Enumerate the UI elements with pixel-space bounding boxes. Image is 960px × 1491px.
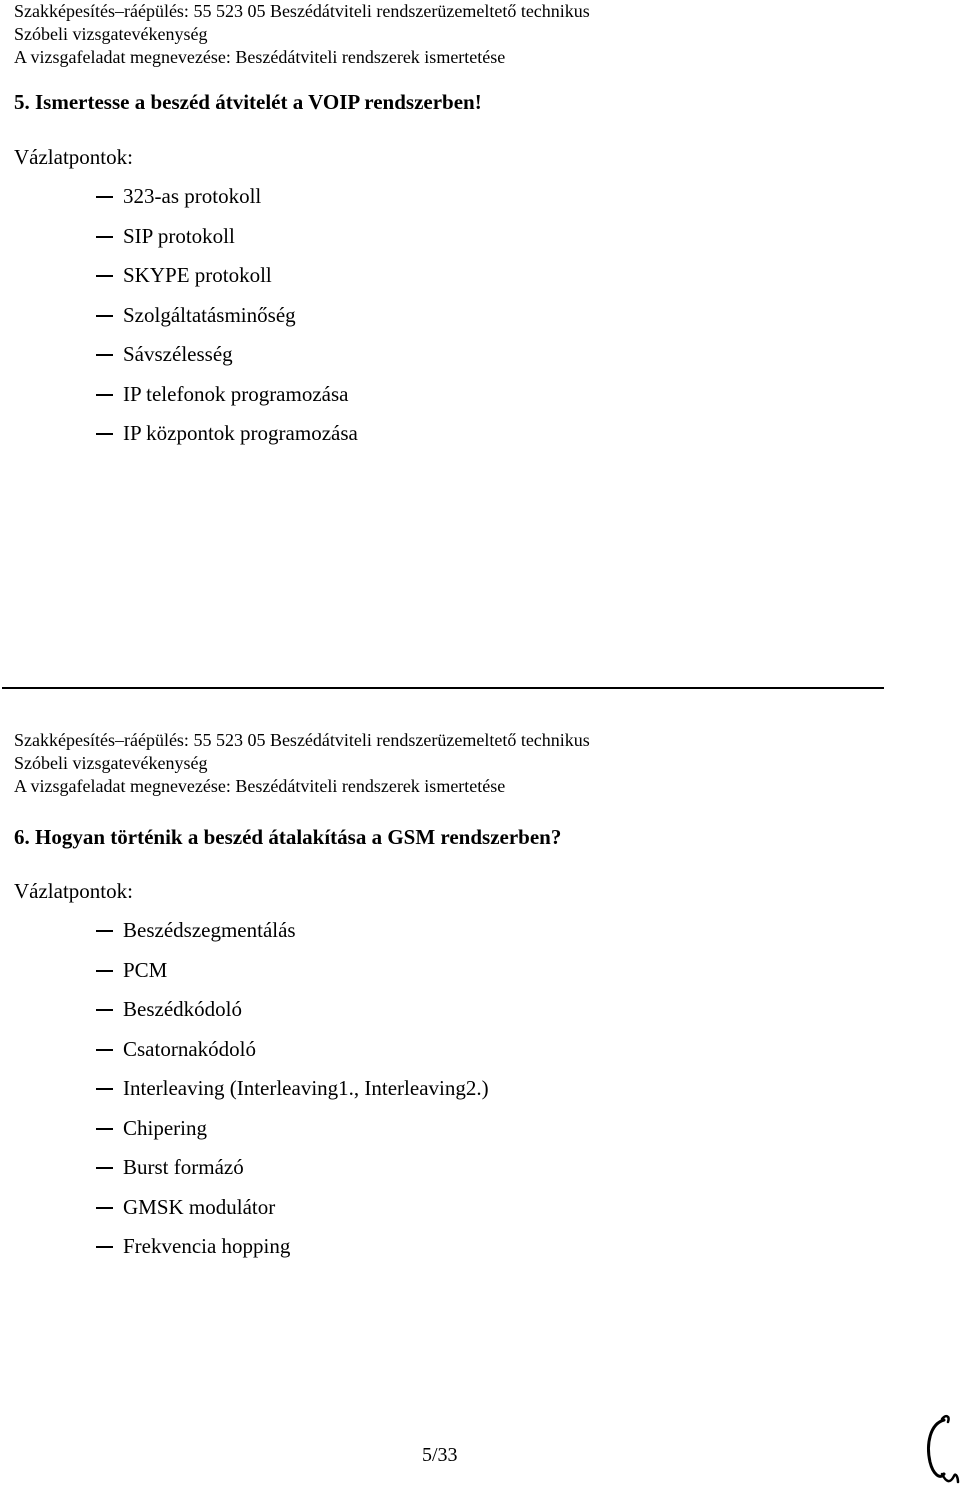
header-line-qualification: Szakképesítés–ráépülés: 55 523 05 Beszédátviteli rendszerüzemeltető technikus [14,730,590,750]
dash-bullet-icon [96,196,113,198]
header-line-exam-type: Szóbeli vizsgatevékenység [14,24,208,44]
dash-bullet-icon [96,1167,113,1169]
dash-bullet-icon [96,433,113,435]
dash-bullet-icon [96,1246,113,1248]
dash-bullet-icon [96,1128,113,1130]
dash-bullet-icon [96,394,113,396]
dash-bullet-icon [96,1009,113,1011]
dash-bullet-icon [96,930,113,932]
handwritten-initials-icon [918,1410,960,1490]
dash-bullet-icon [96,236,113,238]
dash-bullet-icon [96,354,113,356]
page1-header [0,0,960,69]
page-divider [2,687,884,689]
question-5-title: 5. Ismertesse a beszéd átvitelét a VOIP rendszerben! [14,90,482,114]
dash-bullet-icon [96,970,113,972]
question-6-title: 6. Hogyan történik a beszéd átalakítása a GSM rendszerben? [14,825,562,849]
page-number: 5/33 [422,1444,458,1466]
header-line-task-name: A vizsgafeladat megnevezése: Beszédátviteli rendszerek ismertetése [14,776,506,796]
header-line-qualification: Szakképesítés–ráépülés: 55 523 05 Beszédátviteli rendszerüzemeltető technikus [14,1,590,21]
outline-label-2: Vázlatpontok: [14,879,133,903]
outline-label-1: Vázlatpontok: [14,145,133,169]
dash-bullet-icon [96,1088,113,1090]
page2-header [0,729,960,798]
dash-bullet-icon [96,275,113,277]
dash-bullet-icon [96,315,113,317]
header-line-exam-type: Szóbeli vizsgatevékenység [14,753,208,773]
header-line-task-name: A vizsgafeladat megnevezése: Beszédátviteli rendszerek ismertetése [14,47,506,67]
dash-bullet-icon [96,1049,113,1051]
dash-bullet-icon [96,1207,113,1209]
